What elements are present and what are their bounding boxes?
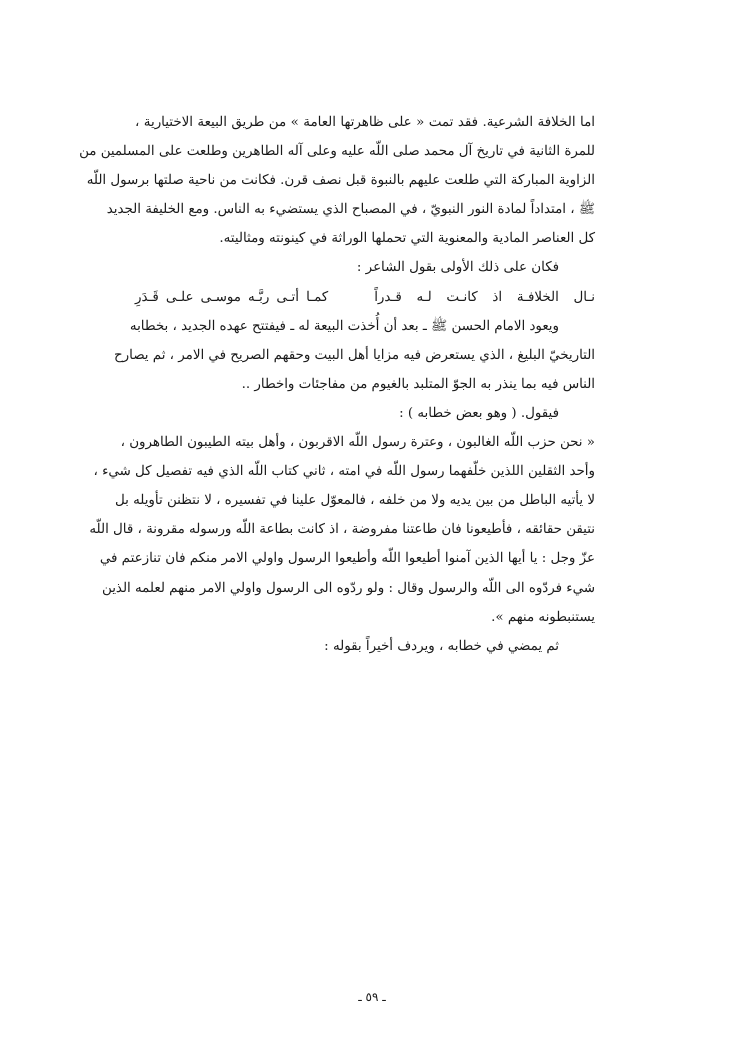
text-line: الزاوية المباركة التي طلعت عليهم بالنبوة قبل نصف قرن. فكانت من ناحية صلتها برسول اللّه xyxy=(86,173,595,189)
quote-line: وأحد الثقلين اللذين خلّفهما رسول اللّه في امته ، ثاني كتاب اللّه الذي فيه تفصيل كل شيء ، xyxy=(93,464,595,480)
poem-verse xyxy=(135,283,595,312)
text-line: ويعود الامام الحسن ﷺ ـ بعد أن أُخذت البيعة له ـ فيفتتح عهده الجديد ، بخطابه xyxy=(129,318,559,334)
quote-line: يستنبطونه منهم ». xyxy=(491,609,595,625)
page-number: ـ ٥٩ ـ xyxy=(358,990,386,1004)
text-line: للمرة الثانية في تاريخ آل محمد صلى اللّه عليه وعلى آله الطاهرين وطلعت على المسلمين من xyxy=(79,144,595,160)
quote-line: نتيقن حقائقه ، فأطيعونا فان طاعتنا مفروضة ، اذ كانت بطاعة اللّه ورسوله مقرونة ، قال اللّه xyxy=(89,522,595,538)
text-line: فكان على ذلك الأولى بقول الشاعر : xyxy=(356,260,559,276)
text-line: التاريخيّ البليغ ، الذي يستعرض فيه مزايا أهل البيت وحقهم الصريح في الامر ، ثم يصارح xyxy=(114,347,595,363)
text-line: كل العناصر المادية والمعنوية التي تحملها الوراثة في كينونته ومثاليته. xyxy=(219,231,595,247)
body-text xyxy=(79,108,595,661)
quote-line: شيء فردّوه الى اللّه والرسول وقال : ولو ردّوه الى الرسول واولي الامر منهم لعلمه الذين xyxy=(102,580,595,596)
text-line: الناس فيه بما ينذر به الجوّ المتلبد بالغيوم من مفاجئات واخطار .. xyxy=(241,376,595,392)
text-line: ثم يمضي في خطابه ، ويردف أخيراً بقوله : xyxy=(324,638,559,654)
quote-line: « نحن حزب اللّه الغالبون ، وعترة رسول اللّه الاقربون ، وأهل بيته الطيبون الطاهرون ، xyxy=(120,435,595,451)
quote-line: عزّ وجل : يا أيها الذين آمنوا أطيعوا اللّه وأطيعوا الرسول واولي الامر منكم فان تنازعتم في xyxy=(99,551,595,567)
text-line: فيقول. ( وهو بعض خطابه ) : xyxy=(399,405,559,421)
verse-first-hemistich: نـال الخلافـة اذ كانـت لـه قـدراً xyxy=(374,289,595,305)
text-line: اما الخلافة الشرعية. فقد تمت « على ظاهرتها العامة » من طريق البيعة الاختيارية ، xyxy=(135,115,595,130)
verse-second-hemistich: كمـا أتـى ربَّـه موسـى علـى قَـدَرِ xyxy=(135,289,329,305)
text-line: ﷺ ، امتداداً لمادة النور النبويّ ، في المصباح الذي يستضيء به الناس. ومع الخليفة الجديد xyxy=(106,202,595,218)
quote-line: لا يأتيه الباطل من بين يديه ولا من خلفه ، فالمعوّل علينا في تفسيره ، لا نتظنن تأويله بل xyxy=(114,493,595,509)
